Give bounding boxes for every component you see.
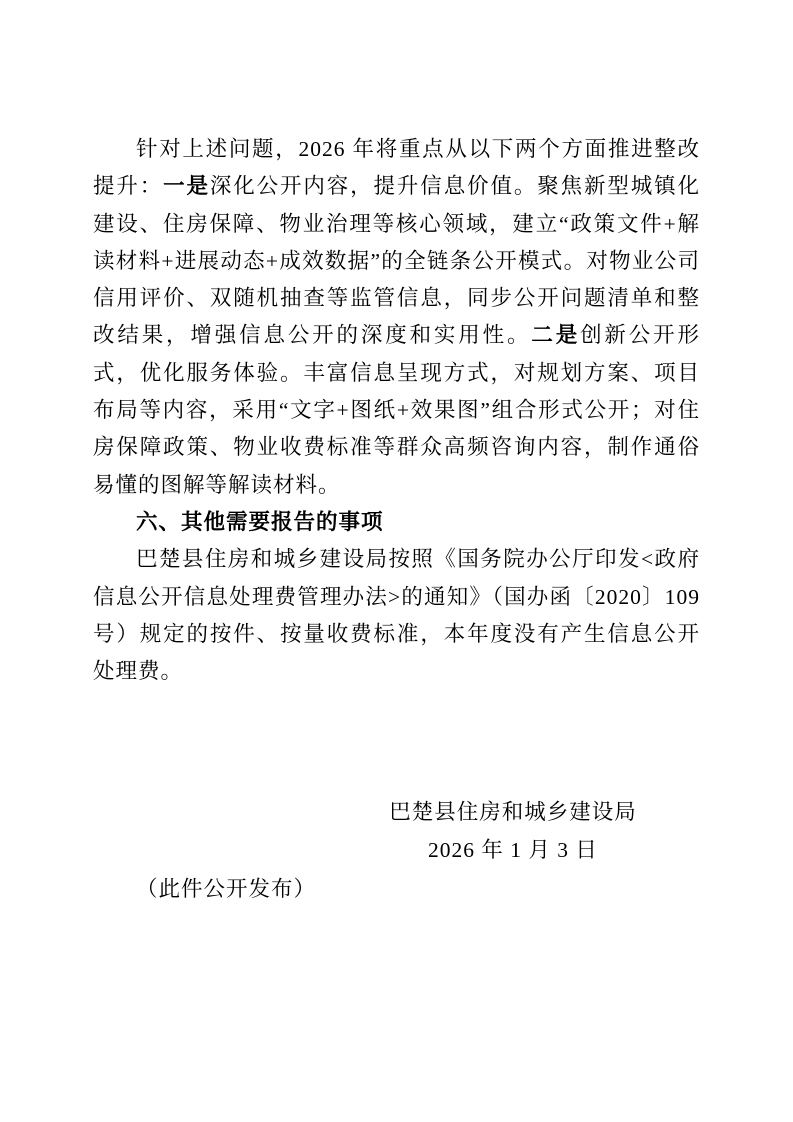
- document-content: [93, 131, 700, 908]
- paragraph-processing-fee: 巴楚县住房和城乡建设局按照《国务院办公厅印发<政府信息公开信息处理费管理办法>的通知》（国办函〔2020〕109 号）规定的按件、按量收费标准，本年度没有产生信息公开处理费。: [93, 547, 700, 684]
- paragraph-rectification-plan: 针对上述问题，2026 年将重点从以下两个方面推进整改提升：一是深化公开内容，提升信息价值。聚焦新型城镇化建设、住房保障、物业治理等核心领域，建立“政策文件+解读材料+进展动态+成效数据”的全链条公开模式。对物业公司信用评价、双随机抽查等监管信息，同步公开问题清单和整改结果，增强信息公开的深度和实用性。二是创新公开形式，优化服务体验。丰富信息呈现方式，对规划方案、项目布局等内容，采用“文字+图纸+效果图”组合形式公开；对住房保障政策、物业收费标准等群众高频咨询内容，制作通俗易懂的图解等解读材料。: [93, 137, 700, 497]
- signature-block: [373, 794, 653, 869]
- signature-agency: 巴楚县住房和城乡建设局: [389, 800, 637, 825]
- release-note: （此件公开发布）: [136, 877, 317, 902]
- signature-date: 2026 年 1 月 3 日: [428, 837, 598, 862]
- section-heading-other-matters: 六、其他需要报告的事项: [136, 509, 384, 534]
